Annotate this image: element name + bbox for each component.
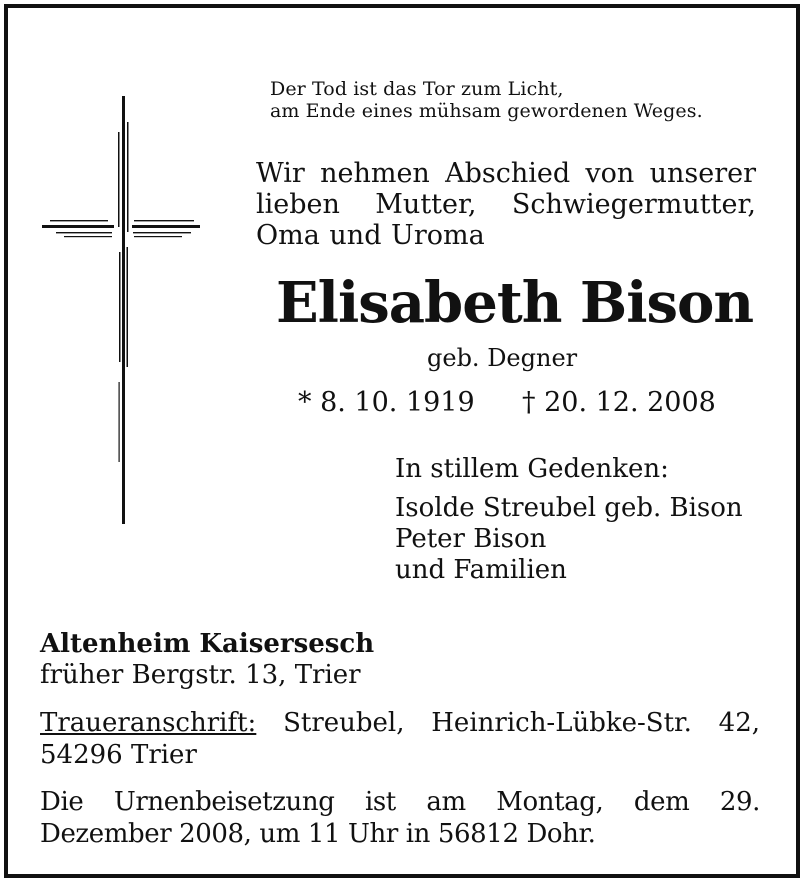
- mourner-name: und Familien: [395, 555, 567, 585]
- mourners-heading: In stillem Gedenken:: [395, 454, 669, 484]
- mourning-address-label: Traueranschrift:: [40, 708, 257, 738]
- maiden-name: geb. Degner: [427, 344, 578, 372]
- mourner-name: Peter Bison: [395, 524, 547, 554]
- mourning-address-text: Streubel, Heinrich-Lübke-Str. 42, 54296 Trier: [40, 708, 761, 770]
- motto: [270, 78, 703, 122]
- former-address: früher Bergstr. 13, Trier: [40, 660, 361, 690]
- birth-date: * 8. 10. 1919: [298, 387, 475, 418]
- motto-line-2: am Ende eines mühsam gewordenen Weges.: [270, 100, 703, 122]
- cross-icon: [38, 92, 204, 528]
- mourning-address: [40, 707, 760, 771]
- mourners-block: [395, 454, 743, 586]
- deceased-name: Elisabeth Bison: [276, 270, 754, 336]
- residence-block: [40, 629, 374, 691]
- mourner-name: Isolde Streubel geb. Bison: [395, 493, 743, 523]
- death-date: † 20. 12. 2008: [522, 387, 716, 418]
- burial-notice: Die Urnenbeisetzung ist am Montag, dem 29. Dezember 2008, um 11 Uhr in 56812 Dohr.: [40, 787, 760, 849]
- intro-text: Wir nehmen Abschied von unserer lieben Mutter, Schwiegermutter, Oma und Uroma: [256, 158, 756, 251]
- motto-line-1: Der Tod ist das Tor zum Licht,: [270, 78, 564, 100]
- residence-place: Altenheim Kaisersesch: [40, 629, 375, 659]
